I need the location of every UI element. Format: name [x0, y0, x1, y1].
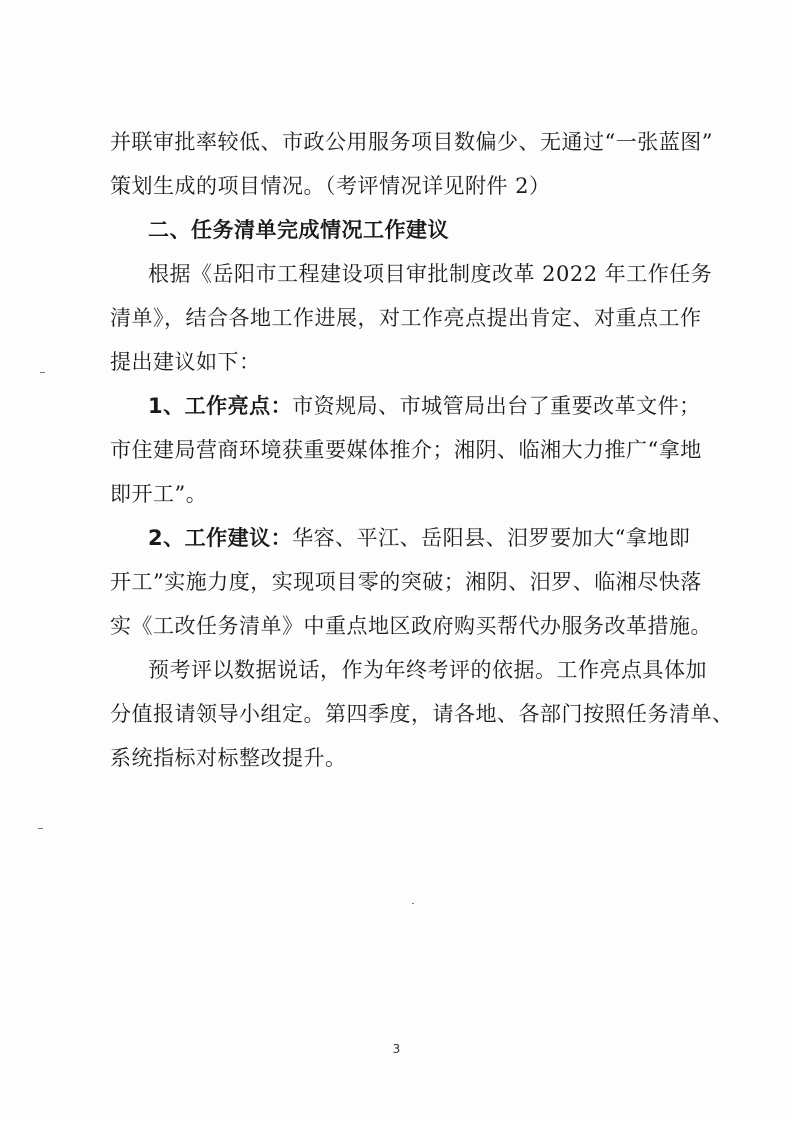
- scan-speck: [38, 828, 43, 829]
- paragraph-3-line-1: [148, 392, 738, 420]
- suggestions-text: 华容、平江、岳阳县、汨罗要加大“拿地即: [292, 526, 691, 550]
- section-heading: 二、任务清单完成情况工作建议: [148, 218, 449, 242]
- paragraph-1-line-1: 并联审批率较低、市政公用服务项目数偏少、无通过“一张蓝图”: [110, 130, 713, 154]
- scan-speck: [412, 903, 414, 904]
- paragraph-3-line-2: 市住建局营商环境获重要媒体推介；湘阴、临湘大力推广“拿地: [110, 438, 702, 462]
- paragraph-2-line-3: 提出建议如下：: [110, 350, 261, 374]
- highlights-text: 市资规局、市城管局出台了重要改革文件；: [292, 394, 701, 418]
- paragraph-5-line-1: 预考评以数据说话，作为年终考评的依据。工作亮点具体加: [148, 658, 707, 682]
- paragraph-1-line-2: 策划生成的项目情况。（考评情况详见附件 2）: [110, 174, 551, 198]
- page-number: 3: [392, 1042, 401, 1056]
- paragraph-4-line-3: 实《工改任务清单》中重点地区政府购买帮代办服务改革措施。: [110, 614, 712, 638]
- paragraph-4-line-2: 开工”实施力度，实现项目零的突破；湘阴、汨罗、临湘尽快落: [110, 570, 702, 594]
- scan-speck: [40, 372, 45, 373]
- paragraph-5-line-2: 分值报请领导小组定。第四季度，请各地、各部门按照任务清单、: [110, 702, 734, 726]
- highlights-label: 1、工作亮点：: [148, 394, 293, 418]
- paragraph-3-line-3: 即开工”。: [110, 482, 208, 506]
- paragraph-5-line-3: 系统指标对标整改提升。: [110, 746, 347, 770]
- paragraph-4-line-1: [148, 524, 738, 552]
- paragraph-2-line-2: 清单》，结合各地工作进展，对工作亮点提出肯定、对重点工作: [110, 306, 702, 330]
- suggestions-label: 2、工作建议：: [148, 526, 293, 550]
- paragraph-2-line-1: 根据《岳阳市工程建设项目审批制度改革 2022 年工作任务: [148, 262, 713, 286]
